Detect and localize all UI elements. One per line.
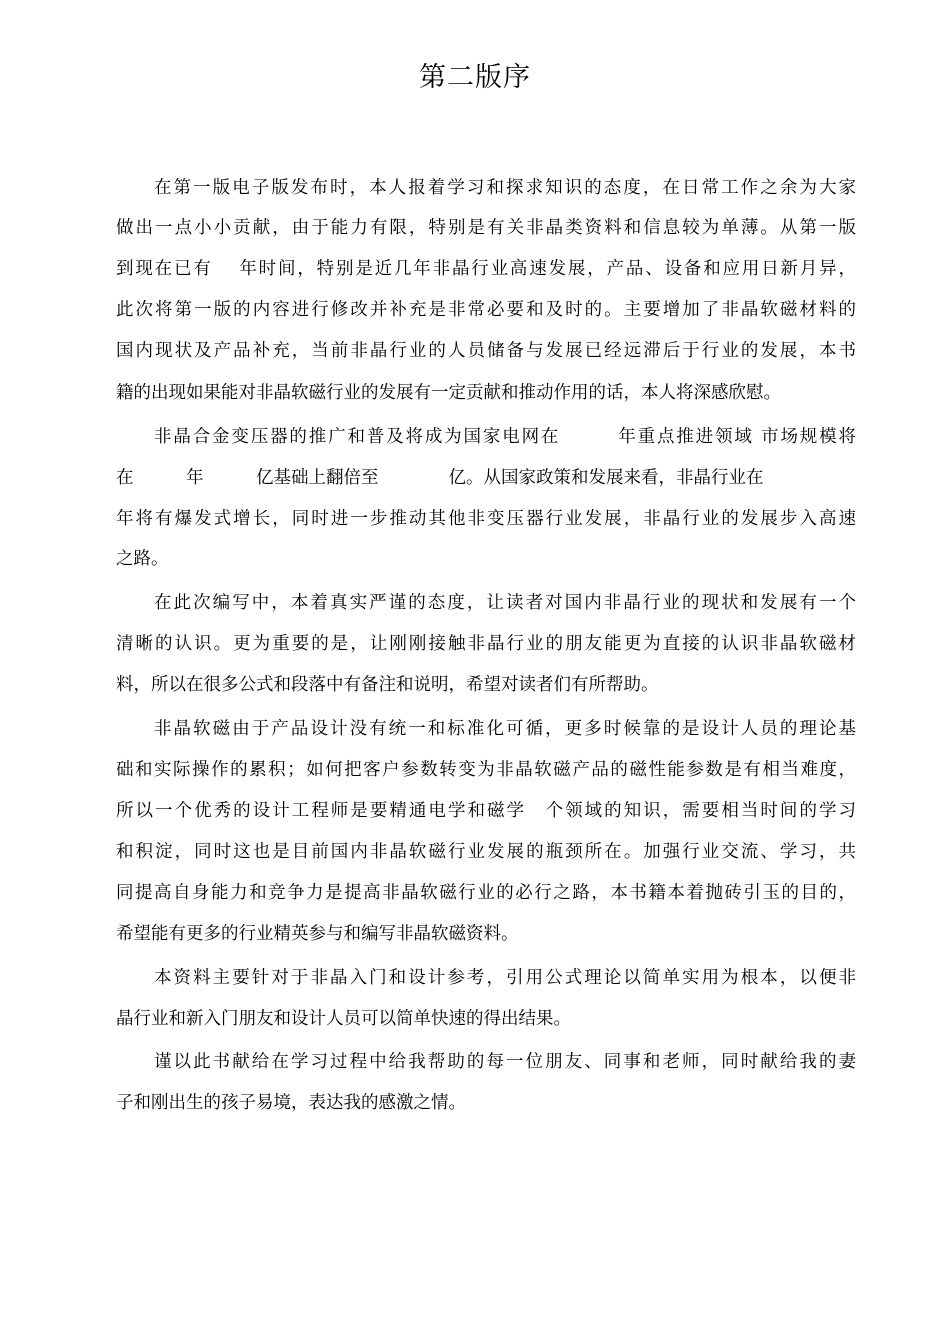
paragraph-3-line-3: 料，所以在很多公式和段落中有备注和说明，希望对读者们有所帮助。: [116, 675, 659, 695]
paragraph-1-line-1: 在第一版电子版发布时，本人报着学习和探求知识的态度，在日常工作之余为大家: [154, 178, 856, 198]
paragraph-1-line-4: 此次将第一版的内容进行修改并补充是非常必要和及时的。主要增加了非晶软磁材料的: [116, 300, 856, 320]
paragraph-4-line-4: 和积淀，同时这也是目前国内非晶软磁行业发展的瓶颈所在。加强行业交流、学习，共: [116, 842, 856, 862]
page-title: 第二版序: [419, 62, 531, 93]
paragraph-4-line-6: 希望能有更多的行业精英参与和编写非晶软磁资料。: [116, 924, 519, 944]
paragraph-5-line-2: 晶行业和新入门朋友和设计人员可以简单快速的得出结果。: [116, 1009, 571, 1029]
paragraph-3-line-2: 清晰的认识。更为重要的是，让刚刚接触非晶行业的朋友能更为直接的认识非晶软磁材: [116, 634, 856, 654]
paragraph-2-line-3: 年将有爆发式增长，同时进一步推动其他非变压器行业发展，非晶行业的发展步入高速: [116, 509, 856, 529]
paragraph-2-line-1: 非晶合金变压器的推广和普及将成为国家电网在 年重点推进领域 市场规模将: [154, 427, 856, 447]
paragraph-1-line-2: 做出一点小小贡献，由于能力有限，特别是有关非晶类资料和信息较为单薄。从第一版: [116, 218, 856, 238]
paragraph-6-line-2: 子和刚出生的孩子易境，表达我的感激之情。: [116, 1093, 466, 1113]
paragraph-5-line-1: 本资料主要针对于非晶入门和设计参考，引用公式理论以简单实用为根本，以便非: [154, 968, 856, 988]
paragraph-2-line-4: 之路。: [116, 549, 169, 569]
paragraph-4-line-2: 础和实际操作的累积；如何把客户参数转变为非晶软磁产品的磁性能参数是有相当难度，: [116, 760, 856, 780]
paragraph-2-line-2: 在 年 亿基础上翻倍至 亿。从国家政策和发展来看，非晶行业在: [116, 468, 764, 488]
paragraph-4-line-5: 同提高自身能力和竞争力是提高非晶软磁行业的必行之路，本书籍本着抛砖引玉的目的，: [116, 883, 856, 903]
paragraph-3-line-1: 在此次编写中，本着真实严谨的态度，让读者对国内非晶行业的现状和发展有一个: [154, 593, 856, 613]
paragraph-6-line-1: 谨以此书献给在学习过程中给我帮助的每一位朋友、同事和老师，同时献给我的妻: [154, 1052, 856, 1072]
paragraph-1-line-6: 籍的出现如果能对非晶软磁行业的发展有一定贡献和推动作用的话，本人将深感欣慰。: [116, 383, 781, 403]
paragraph-4-line-3: 所以一个优秀的设计工程师是要精通电学和磁学 个领域的知识，需要相当时间的学习: [116, 801, 856, 821]
paragraph-4-line-1: 非晶软磁由于产品设计没有统一和标准化可循，更多时候靠的是设计人员的理论基: [154, 719, 856, 739]
paragraph-1-line-5: 国内现状及产品补充，当前非晶行业的人员储备与发展已经远滞后于行业的发展，本书: [116, 341, 856, 361]
paragraph-1-line-3: 到现在已有 年时间，特别是近几年非晶行业高速发展，产品、设备和应用日新月异，: [116, 259, 856, 279]
